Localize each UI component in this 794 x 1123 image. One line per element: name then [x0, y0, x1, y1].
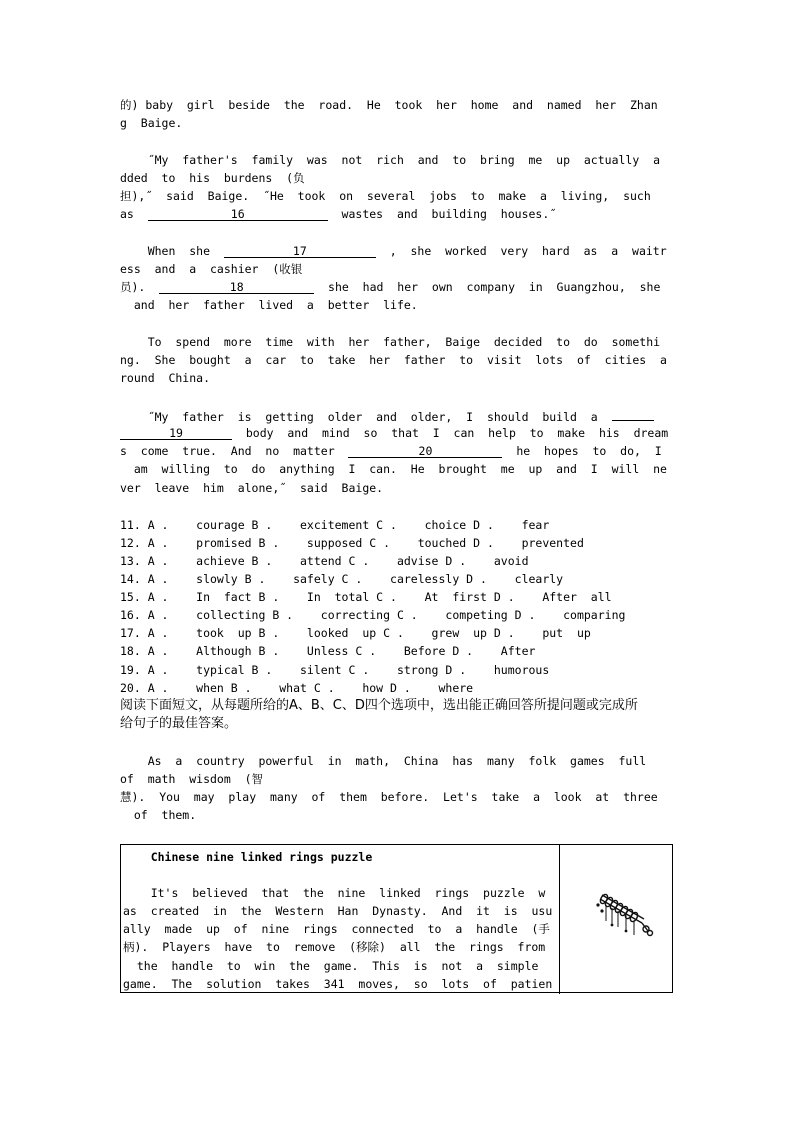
- option-row: 14. A . slowly B . safely C . carelessly D . clearly: [120, 572, 564, 586]
- passage-line: dded to his burdens (负: [120, 171, 305, 185]
- table-title: Chinese nine linked rings puzzle: [150, 850, 373, 864]
- passage-line-blank-18: [120, 278, 674, 296]
- passage-line: As a country powerful in math, China has many folk games full: [120, 754, 647, 768]
- passage-line: of math wisdom (智: [120, 772, 264, 786]
- table-text-line: ally made up of nine rings connected to a handle (手: [123, 922, 550, 936]
- option-row: 20. A . when B . what C . how D . where: [120, 681, 474, 695]
- answer-blank: 17: [224, 243, 376, 258]
- option-row: 16. A . collecting B . correcting C . competing D . comparing: [120, 608, 626, 622]
- table-text-line: game. The solution takes 341 moves, so lots of patien: [123, 977, 553, 991]
- line-text: body and mind so that I can help to make his dream: [232, 426, 669, 440]
- passage-line: round China.: [120, 371, 211, 385]
- passage-line: ng. She bought a car to take her father to visit lots of cities a: [120, 353, 667, 367]
- answer-blank: 16: [148, 206, 328, 221]
- answer-blank: 20: [348, 443, 502, 458]
- option-row: 17. A . took up B . looked up C . grew up D . put up: [120, 626, 591, 640]
- nine-linked-rings-icon: [590, 881, 660, 951]
- option-row: 15. A . In fact B . In total C . At first D . After all: [120, 590, 612, 604]
- passage-line: 担),˝ said Baige. ˝He took on several jobs to make a living, such: [120, 189, 651, 203]
- line-text: , she worked very hard as a waitr: [375, 244, 667, 258]
- passage-line: ˝My father's family was not rich and to bring me up actually a: [120, 153, 661, 167]
- option-row: 18. A . Although B . Unless C . Before D . After: [120, 644, 536, 658]
- instruction-line: 阅读下面短文，从每题所给的A、B、C、D四个选项中，选出能正确回答所提问题或完成所: [120, 698, 638, 713]
- passage-line-blank-16: [120, 205, 674, 223]
- line-text: 员).: [120, 280, 160, 294]
- table-image-cell: [560, 845, 672, 992]
- line-text: s come true. And no matter: [120, 444, 349, 458]
- table-text-line: 柄). Players have to remove (移除) all the rings from: [123, 940, 546, 954]
- passage-line-blank-19: [120, 424, 674, 442]
- line-text: ˝My father is getting older and older, I should build a: [120, 410, 612, 424]
- line-text: wastes and building houses.˝: [327, 207, 557, 221]
- line-text: When she: [120, 244, 224, 258]
- table-text-line: as created in the Western Han Dynasty. And it is usu: [123, 904, 553, 918]
- line-text: as: [120, 207, 148, 221]
- passage-line: 慧). You may play many of them before. Let's take a look at three: [120, 790, 658, 804]
- passage-line-blank-20: [120, 442, 674, 460]
- table-text-line: the handle to win the game. This is not a simple: [123, 959, 539, 973]
- answer-blank: 18: [159, 279, 314, 294]
- passage-line: To spend more time with her father, Baige decided to do somethi: [120, 335, 661, 349]
- passage-line: and her father lived a better life.: [120, 298, 418, 312]
- answer-blank-lead: [612, 406, 654, 421]
- passage-line: g Baige.: [120, 116, 183, 130]
- option-row: 12. A . promised B . supposed C . touched D . prevented: [120, 536, 584, 550]
- line-text: he hopes to do, I: [502, 444, 662, 458]
- passage-line: am willing to do anything I can. He brought me up and I will ne: [120, 462, 667, 476]
- passage-line: ess and a cashier (收银: [120, 262, 303, 276]
- passage-line-blank-17: [120, 242, 674, 260]
- info-table: [120, 844, 673, 993]
- passage-line: ver leave him alone,˝ said Baige.: [120, 481, 384, 495]
- table-text-line: It's believed that the nine linked rings puzzle w: [123, 886, 546, 900]
- passage-line: of them.: [120, 808, 197, 822]
- passage-line: 的) baby girl beside the road. He took her home and named her Zhan: [120, 98, 658, 112]
- option-row: 11. A . courage B . excitement C . choice D . fear: [120, 518, 550, 532]
- option-row: 13. A . achieve B . attend C . advise D . avoid: [120, 554, 529, 568]
- answer-blank: 19: [120, 425, 232, 440]
- line-text: she had her own company in Guangzhou, she: [314, 280, 661, 294]
- option-row: 19. A . typical B . silent C . strong D . humorous: [120, 663, 550, 677]
- instruction-line: 给句子的最佳答案。: [120, 716, 238, 731]
- passage-line: [120, 406, 674, 424]
